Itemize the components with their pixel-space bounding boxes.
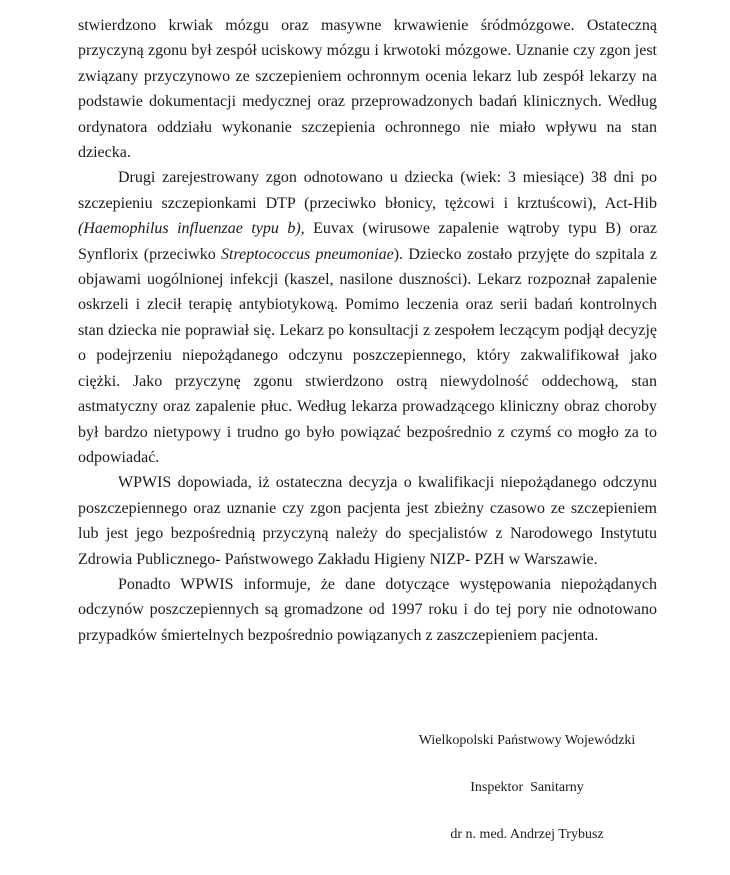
text-run: ). Dziecko zostało przyjęte do szpitala z objawami uogólnionej infekcji (kaszel, nasilone duszności). Lekarz rozpoznał zapalenie oskrzeli i zlecił terapię antybiotykową. Pomimo leczenia oraz serii badań kontrolnych stan dziecka nie poprawiał się. Lekarz po konsultacji z zespołem leczącym podjął decyzję o podejrzeniu niepożądanego odczynu poszczepiennego, który zakwalifikował jako ciężki. Jako przyczynę zgonu stwierdzono ostrą niewydolność oddechową, stan astmatyczny oraz zapalenie płuc. Według lekarza prowadzącego kliniczny obraz choroby był bardzo nietypowy i trudno go było powiązać bezpośrednio z czymś co mogło za to odpowiadać. [78,245,658,466]
text-run-italic: (Haemophilus influenzae typu b), [78,220,305,238]
paragraph [78,572,657,648]
text-run: Drugi zarejestrowany zgon odnotowano u dziecka (wiek: 3 miesiące) 38 dni po szczepieniu szczepionkami DTP (przeciwko błonicy, tężcowi i krztuścowi), Act-Hib [78,169,657,212]
paragraph [78,165,657,470]
text-run: Ponadto WPWIS informuje, że dane dotyczące występowania niepożądanych odczynów poszczepiennych są gromadzone od 1997 roku i do tej pory nie odnotowano przypadków śmiertelnych bezpośrednio powiązanych z zaszczepieniem pacjenta. [78,575,657,644]
text-run-italic: Streptococcus pneumoniae [221,245,394,263]
paragraph [78,470,657,572]
signature-line-office: Wielkopolski Państwowy Wojewódzki [418,732,636,748]
paragraph [78,13,657,165]
text-run: stwierdzono krwiak mózgu oraz masywne krwawienie śródmózgowe. Ostateczną przyczyną zgonu był zespół uciskowy mózgu i krwotoki mózgowe. Uznanie czy zgon jest związany przyczynowo ze szczepieniem ochronnym ocenia lekarz lub zespół lekarzy na podstawie dokumentacji medycznej oraz przeprowadzonych badań klinicznych. Według ordynatora oddziału wykonanie szczepienia ochronnego nie miało wpływu na stan dziecka. [78,17,657,162]
signature-line-title: Inspektor Sanitarny [470,779,584,795]
signature-line-name: dr n. med. Andrzej Trybusz [450,827,604,843]
text-run: Euvax (wirusowe zapalenie wątroby typu B) oraz Synflorix (przeciwko [78,220,658,263]
signature-block [393,701,661,875]
text-run: WPWIS dopowiada, iż ostateczna decyzja o kwalifikacji niepożądanego odczynu poszczepiennego oraz uznanie czy zgon pacjenta jest zbieżny czasowo ze szczepieniem lub jest jego bezpośrednią przyczyną należy do specjalistów z Narodowego Instytutu Zdrowia Publicznego- Państwowego Zakładu Higieny NIZP- PZH w Warszawie. [78,474,657,568]
document-body [78,13,657,648]
